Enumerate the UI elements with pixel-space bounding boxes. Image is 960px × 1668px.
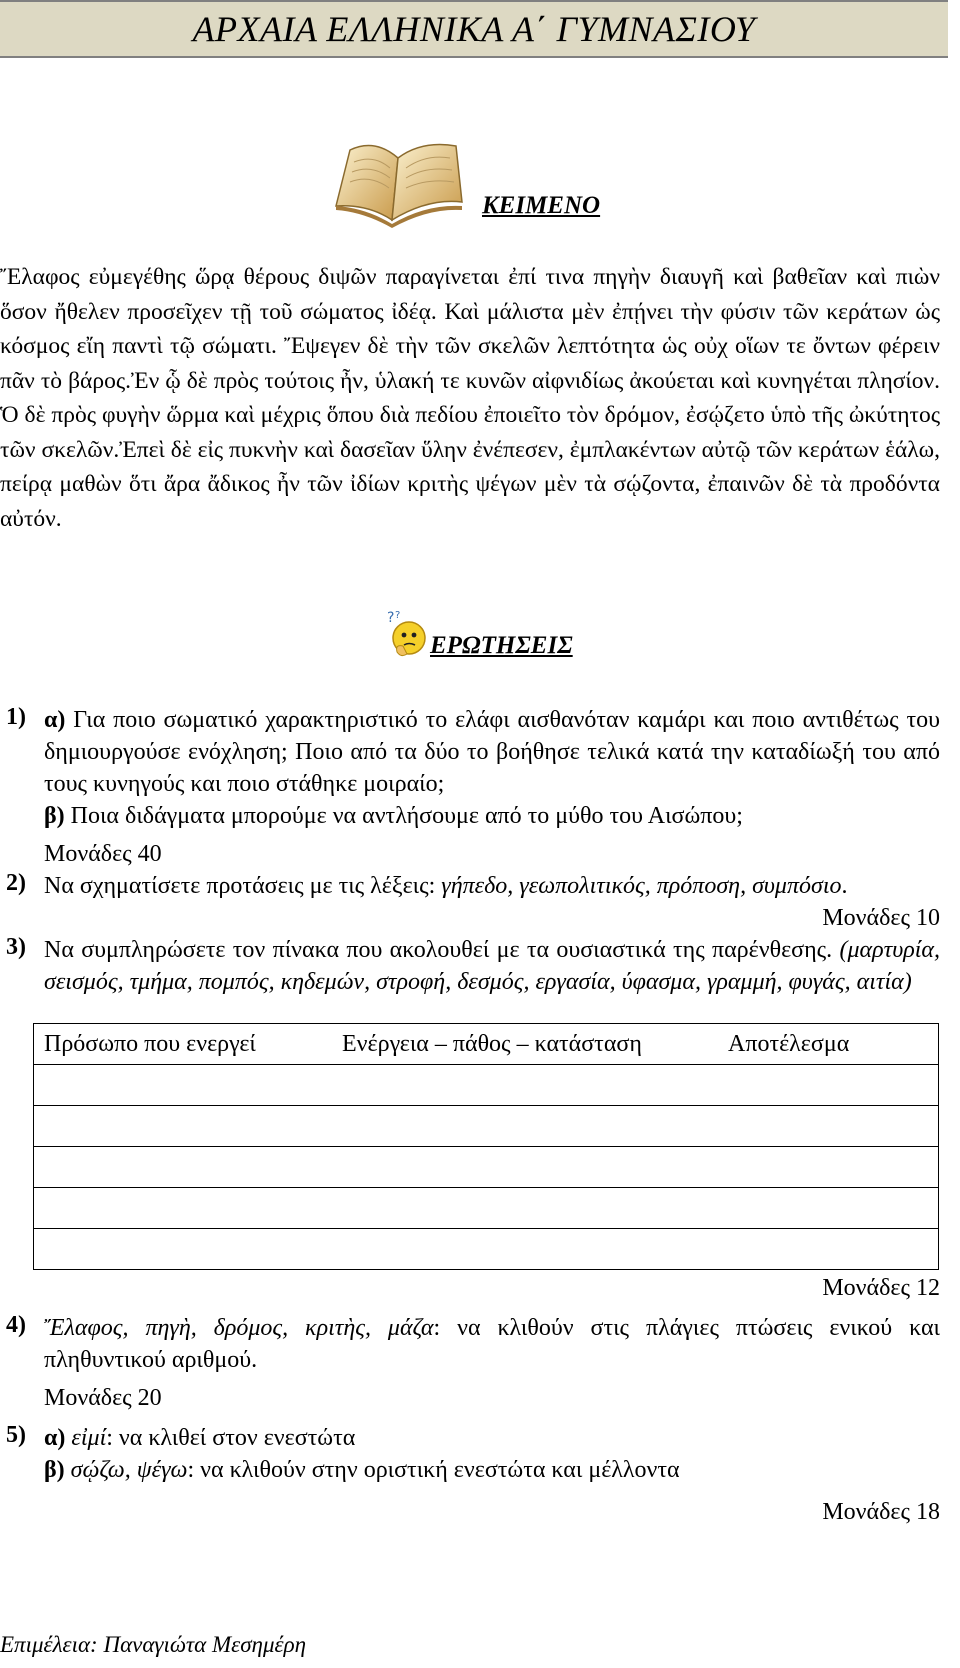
table-row [34,1065,939,1106]
section-heading-questions: ΕΡΩΤΗΣΕΙΣ [430,632,573,659]
marks-label: Μονάδες 10 [822,905,940,931]
page-header [0,0,948,58]
question-number: 2) [6,870,26,896]
question-words: εἰμί [71,1425,107,1451]
question-text: Να συμπληρώσετε τον πίνακα που ακολουθεί με τα ουσιαστικά της παρένθεσης. [44,937,833,963]
greek-passage: Ἔλαφος εὐμεγέθης ὥρᾳ θέρους διψῶν παραγίνεται ἐπί τινα πηγὴν διαυγῆ καὶ βαθεῖαν καὶ πιὼν ὅσον ἤθελεν προσεῖχεν τῇ τοῦ σώματος ἰδέᾳ. Καὶ μάλιστα μὲν ἐπῄνει τὴν φύσιν τῶν κεράτων ὡς κόσμος εἴη παντὶ τῷ σώματι. Ἔψεγεν δὲ τὴν τῶν σκελῶν λεπτότητα ὡς οὐχ οἵων τε ὄντων φέρειν πᾶν τὸ βάρος.Ἐν ᾧ δὲ πρὸς τούτοις ἦν, ὑλακή τε κυνῶν αἰφνιδίως ἀκούεται καὶ κυνηγέται πλησίον. Ὁ δὲ πρὸς φυγὴν ὥρμα καὶ μέχρις ὅπου διὰ πεδίου ἐποιεῖτο τὸν δρόμον, ἐσῴζετο ὑπὸ τῆς ὠκύτητος τῶν σκελῶν.Ἐπεὶ δὲ εἰς πυκνὴν καὶ δασεῖαν ὕλην ἐνέπεσεν, ἐμπλακέντων αὐτῷ τῶν κεράτων ἑάλω, πείρᾳ μαθὼν ὅτι ἄρα ἄδικος ἦν τῶν ἰδίων κριτὴς ψέγων μὲν τὰ σῴζοντα, ἐπαινῶν δὲ τὰ προδόντα αὐτόν. [0,264,940,532]
answer-cell[interactable] [34,1229,939,1270]
question-number: 1) [6,704,26,730]
question-text: : να κλιθούν στην οριστική ενεστώτα και μέλλοντα [187,1457,680,1483]
table-header-row [34,1024,939,1065]
svg-text:?: ? [387,610,395,626]
marks-label: Μονάδες 40 [44,841,162,867]
open-book-icon [330,136,468,228]
footer-credit: Επιμέλεια: Παναγιώτα Μεσημέρη [0,1632,307,1657]
question-number: 5) [6,1422,26,1448]
question-text: : να κλιθούν στις πλάγιες πτώσεις ενικού και πληθυντικού αριθμού. [44,1315,940,1373]
answer-cell[interactable] [34,1188,939,1229]
marks-label: Μονάδες 20 [44,1385,162,1411]
question-end-punctuation: . [841,873,848,899]
table-row [34,1106,939,1147]
marks-label: Μονάδες 18 [822,1499,940,1525]
marks-label: Μονάδες 12 [822,1275,940,1301]
table-header-cell [34,1024,939,1065]
question-words: σῴζω, ψέγω [70,1457,188,1483]
question-words: Ἔλαφος, πηγὴ, δρόμος, κριτὴς, μάζα [44,1315,434,1341]
thinking-face-icon [385,608,431,660]
column-header: Πρόσωπο που ενεργεί [44,1030,256,1057]
question-words: (μαρτυρία, σεισμός, τμήμα, πομπός, κηδεμών, στροφή, δεσμός, εργασία, ύφασμα, γραμμή, φυγάς, αιτία) [44,937,941,995]
svg-text:?: ? [395,610,401,621]
question-number: 3) [6,934,26,960]
question-number: 4) [6,1312,26,1338]
subquestion-label: α) [44,1425,66,1451]
answer-cell[interactable] [34,1065,939,1106]
subquestion-label: α) [44,707,66,733]
subquestion-label: β) [44,1457,65,1483]
answer-cell[interactable] [34,1147,939,1188]
table-row [34,1188,939,1229]
question-text: Για ποιο σωματικό χαρακτηριστικό το ελάφι αισθανόταν καμάρι και ποιο αντιθέτως του δημιουργούσε ενόχληση; Ποιο από τα δύο το βοήθησε τελικά κατά την καταδίωξή του από τους κυνηγούς και ποιο στάθηκε μοιραίο; [44,707,941,797]
subquestion-label: β) [44,803,65,829]
table-row [34,1147,939,1188]
question-words: γήπεδο, γεωπολιτικός, πρόποση, συμπόσιο [441,873,842,899]
table-row [34,1229,939,1270]
answer-cell[interactable] [34,1106,939,1147]
question-text: : να κλιθεί στον ενεστώτα [106,1425,356,1451]
column-header: Ενέργεια – πάθος – κατάσταση [342,1030,642,1057]
question-text: Να σχηματίσετε προτάσεις με τις λέξεις: [44,873,436,899]
page-title: ΑΡΧΑΙΑ ΕΛΛΗΝΙΚΑ Α΄ ΓΥΜΝΑΣΙΟΥ [192,9,756,49]
column-header: Αποτέλεσμα [728,1030,850,1057]
question-text: Ποια διδάγματα μπορούμε να αντλήσουμε από το μύθο του Αισώπου; [70,803,743,829]
section-heading-text: ΚΕΙΜΕΝΟ [482,192,601,219]
answer-table [33,1023,939,1270]
